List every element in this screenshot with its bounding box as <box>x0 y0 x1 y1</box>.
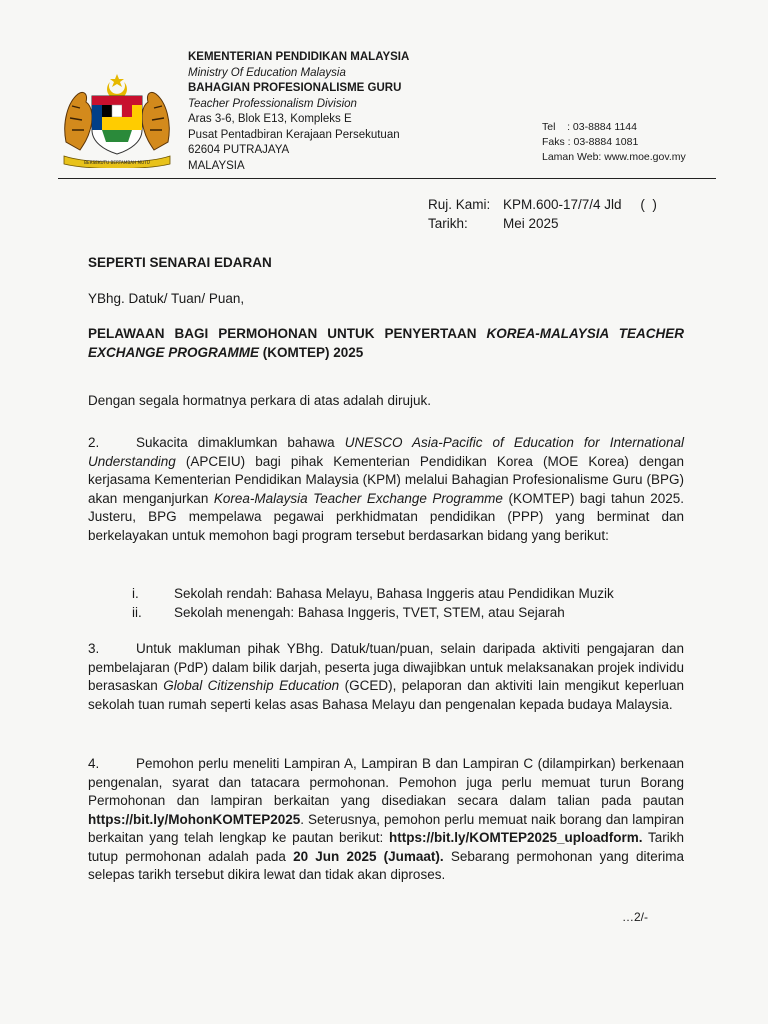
letterhead-divider <box>58 178 716 179</box>
list-number: ii. <box>132 604 142 620</box>
list-text: Sekolah rendah: Bahasa Melayu, Bahasa Inggeris atau Pendidikan Muzik <box>174 586 614 601</box>
ministry-name-en: Ministry Of Education Malaysia <box>188 66 346 79</box>
text-run: . Seterusnya, pemohon perlu memuat naik borang dan lampiran berkaitan yang telah lengkap ke pautan berikut: <box>88 811 684 845</box>
ministry-block <box>188 50 409 174</box>
subject-programme: KOREA-MALAYSIA TEACHER EXCHANGE PROGRAMME <box>88 326 684 360</box>
list-number: i. <box>132 586 139 601</box>
crest-motto: BERSEKUTU BERTAMBAH MUTU <box>84 160 150 165</box>
address-line: Aras 3-6, Blok E13, Kompleks E <box>188 113 352 125</box>
text-run: (GCED), pelaporan dan aktiviti lain mengikut keperluan sekolah tuan rumah seperti kelas asas Bahasa Melayu dan pengenalan kepada budaya Malaysia. <box>88 678 684 712</box>
text-run: Sebarang permohonan yang diterima selepas tarikh tersebut dikira lewat dan tidak akan diproses. <box>88 848 684 882</box>
address-line: Pusat Pentadbiran Kerajaan Persekutuan <box>188 128 400 141</box>
paragraph-4 <box>88 755 684 885</box>
malaysia-coat-of-arms-icon <box>58 72 176 168</box>
subject-part: PELAWAAN BAGI PERMOHONAN UNTUK PENYERTAAN <box>88 326 487 341</box>
paragraph-number: 2. <box>88 435 100 450</box>
subject-area-list <box>88 585 684 622</box>
text-run: Pemohon perlu meneliti Lampiran A, Lampiran B dan Lampiran C (dilampirkan) berkenaan pengenalan, syarat dan tatacara permohonan. Pemohon juga perlu memuat turun Borang Permohonan dan lampiran berkaitan yang disediakan secara dalam talian pada pautan <box>88 756 684 808</box>
text-run: UNESCO Asia-Pacific of Education for International Understanding <box>88 435 684 469</box>
upload-link: https://bit.ly/KOMTEP2025_uploadform. <box>389 830 643 845</box>
division-name-ms: BAHAGIAN PROFESIONALISME GURU <box>188 82 402 94</box>
ref-value: KPM.600-17/7/4 Jld ( ) <box>503 197 657 212</box>
text-run: (KOMTEP) bagi tahun 2025. Justeru, BPG mempelawa pegawai perkhidmatan pendidikan (PPP) yang berminat dan berkelayakan untuk memohon bagi program tersebut berdasarkan bidang yang berikut: <box>88 490 685 543</box>
reference-block <box>428 195 657 233</box>
address-line: MALAYSIA <box>188 159 245 172</box>
salutation: YBhg. Datuk/ Tuan/ Puan, <box>88 291 245 306</box>
date-label: Tarikh: <box>428 216 468 231</box>
closing-date: 20 Jun 2025 (Jumaat). <box>293 848 444 864</box>
text-run: (APCEIU) bagi pihak Kementerian Pendidikan Korea (MOE Korea) dengan kerjasama Kementerian Pendidikan Malaysia (KPM) melalui Bahagian Profesionalisme Guru (BPG) akan menganjurkan <box>88 453 684 506</box>
date-value: Mei 2025 <box>503 216 559 231</box>
intro-paragraph: Dengan segala hormatnya perkara di atas adalah dirujuk. <box>88 393 431 408</box>
ministry-name-ms: KEMENTERIAN PENDIDIKAN MALAYSIA <box>188 51 410 63</box>
paragraph-number: 3. <box>88 641 100 656</box>
text-run: Korea-Malaysia Teacher Exchange Programme <box>213 490 503 506</box>
text-run: Sukacita dimaklumkan bahawa <box>136 435 345 450</box>
list-text: Sekolah menengah: Bahasa Inggeris, TVET, STEM, atau Sejarah <box>174 604 565 620</box>
application-link: https://bit.ly/MohonKOMTEP2025 <box>88 811 301 827</box>
fax: Faks : 03-8884 1081 <box>542 136 639 148</box>
contact-block <box>542 120 686 165</box>
subject-part: (KOMTEP) 2025 <box>259 344 364 360</box>
address-line: 62604 PUTRAJAYA <box>188 144 290 156</box>
website: Laman Web: www.moe.gov.my <box>542 151 686 163</box>
division-name-en: Teacher Professionalism Division <box>188 97 357 110</box>
recipient: SEPERTI SENARAI EDARAN <box>88 255 272 270</box>
text-run: Global Citizenship Education <box>163 678 340 693</box>
paragraph-3 <box>88 640 684 714</box>
page-continuation-marker: …2/- <box>622 910 649 924</box>
text-run: Tarikh tutup permohonan adalah pada <box>88 830 684 864</box>
list-item <box>88 585 684 604</box>
letterhead <box>58 50 718 180</box>
text-run: Untuk makluman pihak YBhg. Datuk/tuan/puan, selain daripada aktiviti pengajaran dan pembelajaran (PdP) dalam bilik darjah, peserta juga diwajibkan untuk melaksanakan projek individu berasaskan <box>88 641 684 693</box>
subject-line <box>88 325 684 362</box>
telephone: Tel : 03-8884 1144 <box>542 121 637 133</box>
ref-label: Ruj. Kami: <box>428 197 491 212</box>
list-item <box>88 604 684 623</box>
paragraph-2 <box>88 434 684 545</box>
paragraph-number: 4. <box>88 756 100 771</box>
